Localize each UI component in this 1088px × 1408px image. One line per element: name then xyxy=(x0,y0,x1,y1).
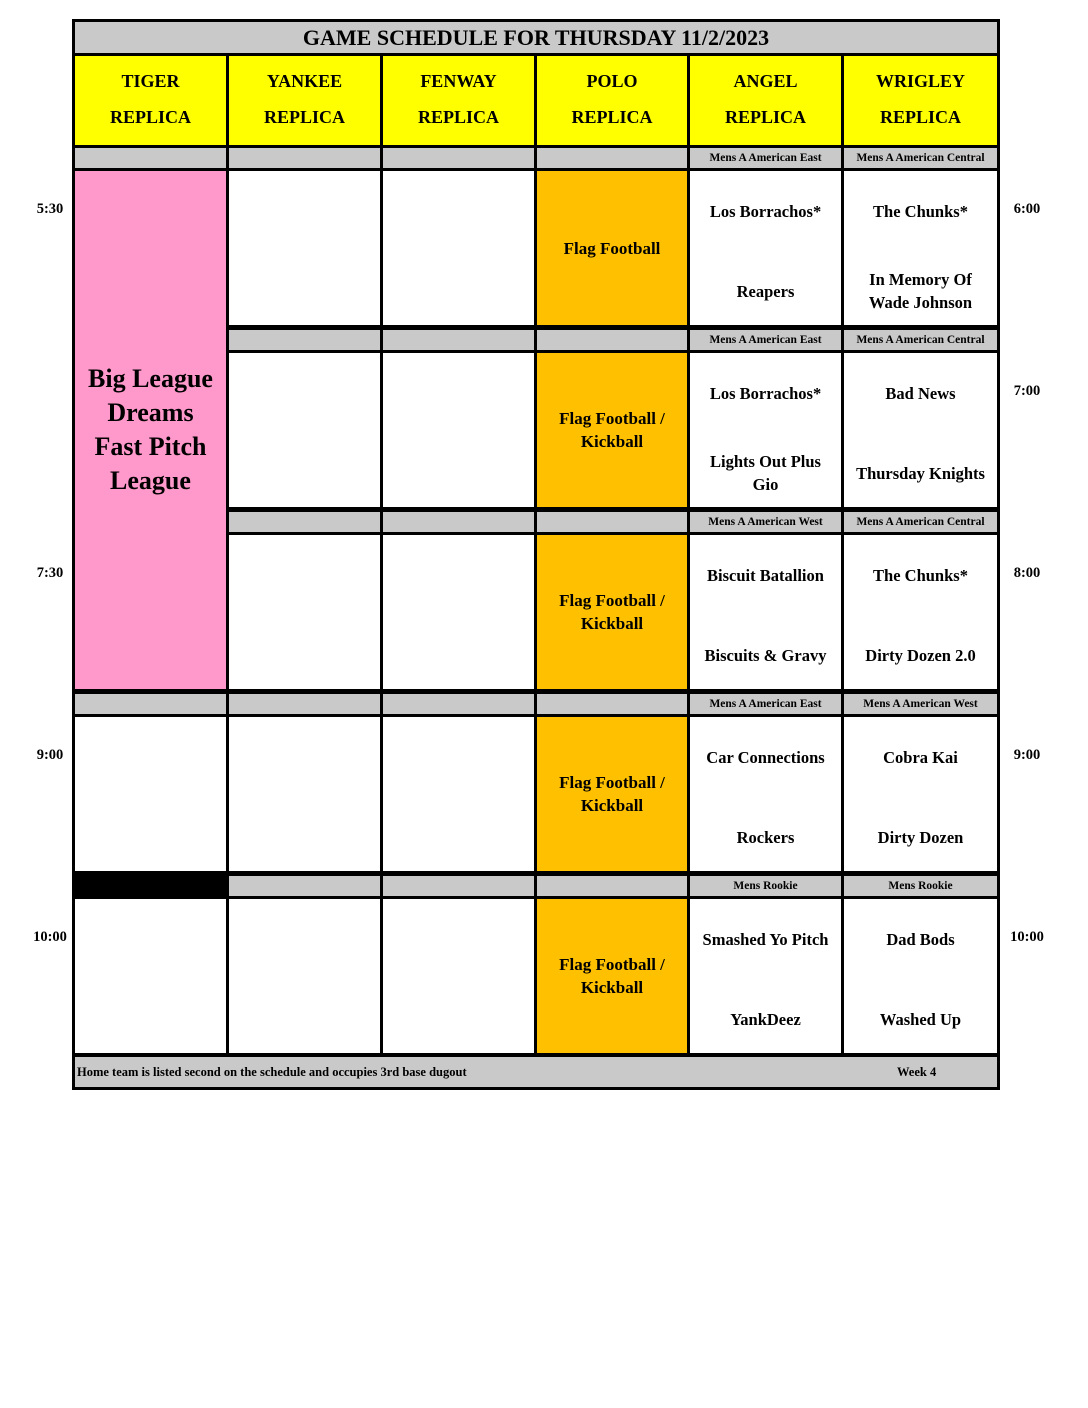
division-bar xyxy=(229,512,380,532)
empty-slot xyxy=(383,717,534,871)
home-team xyxy=(690,815,841,859)
division-label-wrigley: Mens A American Central xyxy=(844,148,997,168)
time-right: 7:00 xyxy=(1013,383,1041,399)
field-header-angel xyxy=(690,56,841,145)
team-name: Biscuits & Gravy xyxy=(704,645,827,665)
polo-activity xyxy=(537,899,687,1053)
team-name: In Memory Of Wade Johnson xyxy=(868,270,973,312)
field-name: WRIGLEY xyxy=(875,71,965,91)
polo-activity-label: Flag Football / Kickball xyxy=(559,591,665,633)
time-right: 6:00 xyxy=(1013,201,1041,217)
field-header-fenway xyxy=(383,56,534,145)
home-team xyxy=(690,633,841,677)
game-angel xyxy=(690,717,841,871)
field-name: YANKEE xyxy=(266,71,343,91)
team-name: Los Borrachos* xyxy=(709,383,822,403)
team-name: Cobra Kai xyxy=(883,747,958,767)
division-bar xyxy=(75,694,226,714)
field-subtitle: REPLICA xyxy=(571,107,653,127)
game-angel xyxy=(690,353,841,507)
team-name: The Chunks* xyxy=(873,565,968,585)
division-bar xyxy=(383,876,534,896)
polo-activity-label: Flag Football / Kickball xyxy=(559,773,665,815)
empty-slot xyxy=(383,899,534,1053)
empty-slot xyxy=(383,171,534,325)
field-name: FENWAY xyxy=(420,71,497,91)
schedule-title: GAME SCHEDULE FOR THURSDAY 11/2/2023 xyxy=(75,22,997,53)
time-left: 5:30 xyxy=(36,201,64,217)
home-team xyxy=(690,451,841,495)
field-subtitle: REPLICA xyxy=(417,107,499,127)
division-bar xyxy=(229,876,380,896)
home-team xyxy=(844,815,997,859)
field-name: POLO xyxy=(586,71,638,91)
home-team xyxy=(844,633,997,677)
division-bar xyxy=(537,876,687,896)
team-name: Los Borrachos* xyxy=(709,201,822,221)
empty-slot xyxy=(229,353,380,507)
polo-activity-label: Flag Football / Kickball xyxy=(559,955,665,997)
away-team xyxy=(844,737,997,777)
game-wrigley xyxy=(844,171,997,325)
week-label: Week 4 xyxy=(897,1065,937,1079)
empty-slot xyxy=(75,899,226,1053)
field-subtitle: REPLICA xyxy=(263,107,345,127)
division-bar xyxy=(75,148,226,168)
time-right: 10:00 xyxy=(1010,929,1044,945)
division-bar xyxy=(383,694,534,714)
field-subtitle: REPLICA xyxy=(724,107,806,127)
empty-slot xyxy=(75,717,226,871)
game-wrigley xyxy=(844,353,997,507)
field-header-polo xyxy=(537,56,687,145)
away-team xyxy=(844,373,997,413)
game-wrigley xyxy=(844,717,997,871)
team-name: Washed Up xyxy=(879,1009,962,1029)
division-label-wrigley: Mens A American Central xyxy=(844,330,997,350)
empty-slot xyxy=(229,717,380,871)
league-block xyxy=(75,171,226,689)
away-team xyxy=(690,737,841,777)
league-block-label: Big League Dreams Fast Pitch League xyxy=(88,364,213,495)
schedule-footer xyxy=(75,1057,997,1087)
field-header-tiger xyxy=(75,56,226,145)
time-left: 10:00 xyxy=(33,929,67,945)
division-bar xyxy=(383,512,534,532)
division-bar xyxy=(537,148,687,168)
game-wrigley xyxy=(844,899,997,1053)
division-label-wrigley: Mens A American Central xyxy=(844,512,997,532)
division-label-angel: Mens A American East xyxy=(690,330,841,350)
division-bar xyxy=(383,148,534,168)
field-header-yankee xyxy=(229,56,380,145)
time-right: 9:00 xyxy=(1013,747,1041,763)
field-header-wrigley xyxy=(844,56,997,145)
home-team xyxy=(844,451,997,495)
game-angel xyxy=(690,899,841,1053)
home-team xyxy=(844,269,997,313)
polo-activity-label: Flag Football / Kickball xyxy=(559,409,665,451)
away-team xyxy=(690,555,841,595)
field-name: ANGEL xyxy=(733,71,798,91)
polo-activity-label: Flag Football xyxy=(563,238,661,258)
team-name: Rockers xyxy=(736,827,795,847)
team-name: The Chunks* xyxy=(873,201,968,221)
away-team xyxy=(844,555,997,595)
field-subtitle: REPLICA xyxy=(109,107,191,127)
empty-slot xyxy=(229,171,380,325)
game-angel xyxy=(690,171,841,325)
home-team xyxy=(690,997,841,1041)
division-label-angel: Mens A American East xyxy=(690,148,841,168)
team-name: Bad News xyxy=(885,383,956,403)
game-wrigley xyxy=(844,535,997,689)
team-name: Thursday Knights xyxy=(856,463,985,483)
away-team xyxy=(844,919,997,959)
polo-activity xyxy=(537,717,687,871)
empty-slot xyxy=(229,899,380,1053)
away-team xyxy=(844,191,997,231)
polo-activity xyxy=(537,535,687,689)
time-right: 8:00 xyxy=(1013,565,1041,581)
polo-activity xyxy=(537,171,687,325)
home-team xyxy=(844,997,997,1041)
away-team xyxy=(690,919,841,959)
team-name: Smashed Yo Pitch xyxy=(702,929,829,949)
footer-note: Home team is listed second on the schedule and occupies 3rd base dugout xyxy=(77,1065,467,1079)
division-label-angel: Mens A American West xyxy=(690,512,841,532)
division-bar xyxy=(537,694,687,714)
team-name: Dirty Dozen xyxy=(877,827,964,847)
time-left: 9:00 xyxy=(36,747,64,763)
team-name: Dirty Dozen 2.0 xyxy=(865,645,976,665)
field-name: TIGER xyxy=(121,71,180,91)
field-subtitle: REPLICA xyxy=(879,107,961,127)
empty-slot xyxy=(383,353,534,507)
division-bar xyxy=(229,148,380,168)
home-team xyxy=(690,269,841,313)
division-label-wrigley: Mens A American West xyxy=(844,694,997,714)
empty-slot xyxy=(229,535,380,689)
team-name: Car Connections xyxy=(706,747,825,767)
division-bar xyxy=(229,694,380,714)
team-name: Reapers xyxy=(736,281,795,301)
time-left: 7:30 xyxy=(36,565,64,581)
team-name: Biscuit Batallion xyxy=(707,565,824,585)
empty-slot xyxy=(383,535,534,689)
division-label-wrigley: Mens Rookie xyxy=(844,876,997,896)
away-team xyxy=(690,373,841,413)
division-label-angel: Mens A American East xyxy=(690,694,841,714)
team-name: YankDeez xyxy=(730,1009,801,1029)
away-team xyxy=(690,191,841,231)
division-label-angel: Mens Rookie xyxy=(690,876,841,896)
team-name: Dad Bods xyxy=(886,929,955,949)
division-bar xyxy=(537,330,687,350)
team-name: Lights Out Plus Gio xyxy=(710,452,821,494)
division-bar xyxy=(537,512,687,532)
polo-activity xyxy=(537,353,687,507)
division-bar xyxy=(229,330,380,350)
game-angel xyxy=(690,535,841,689)
division-bar xyxy=(383,330,534,350)
